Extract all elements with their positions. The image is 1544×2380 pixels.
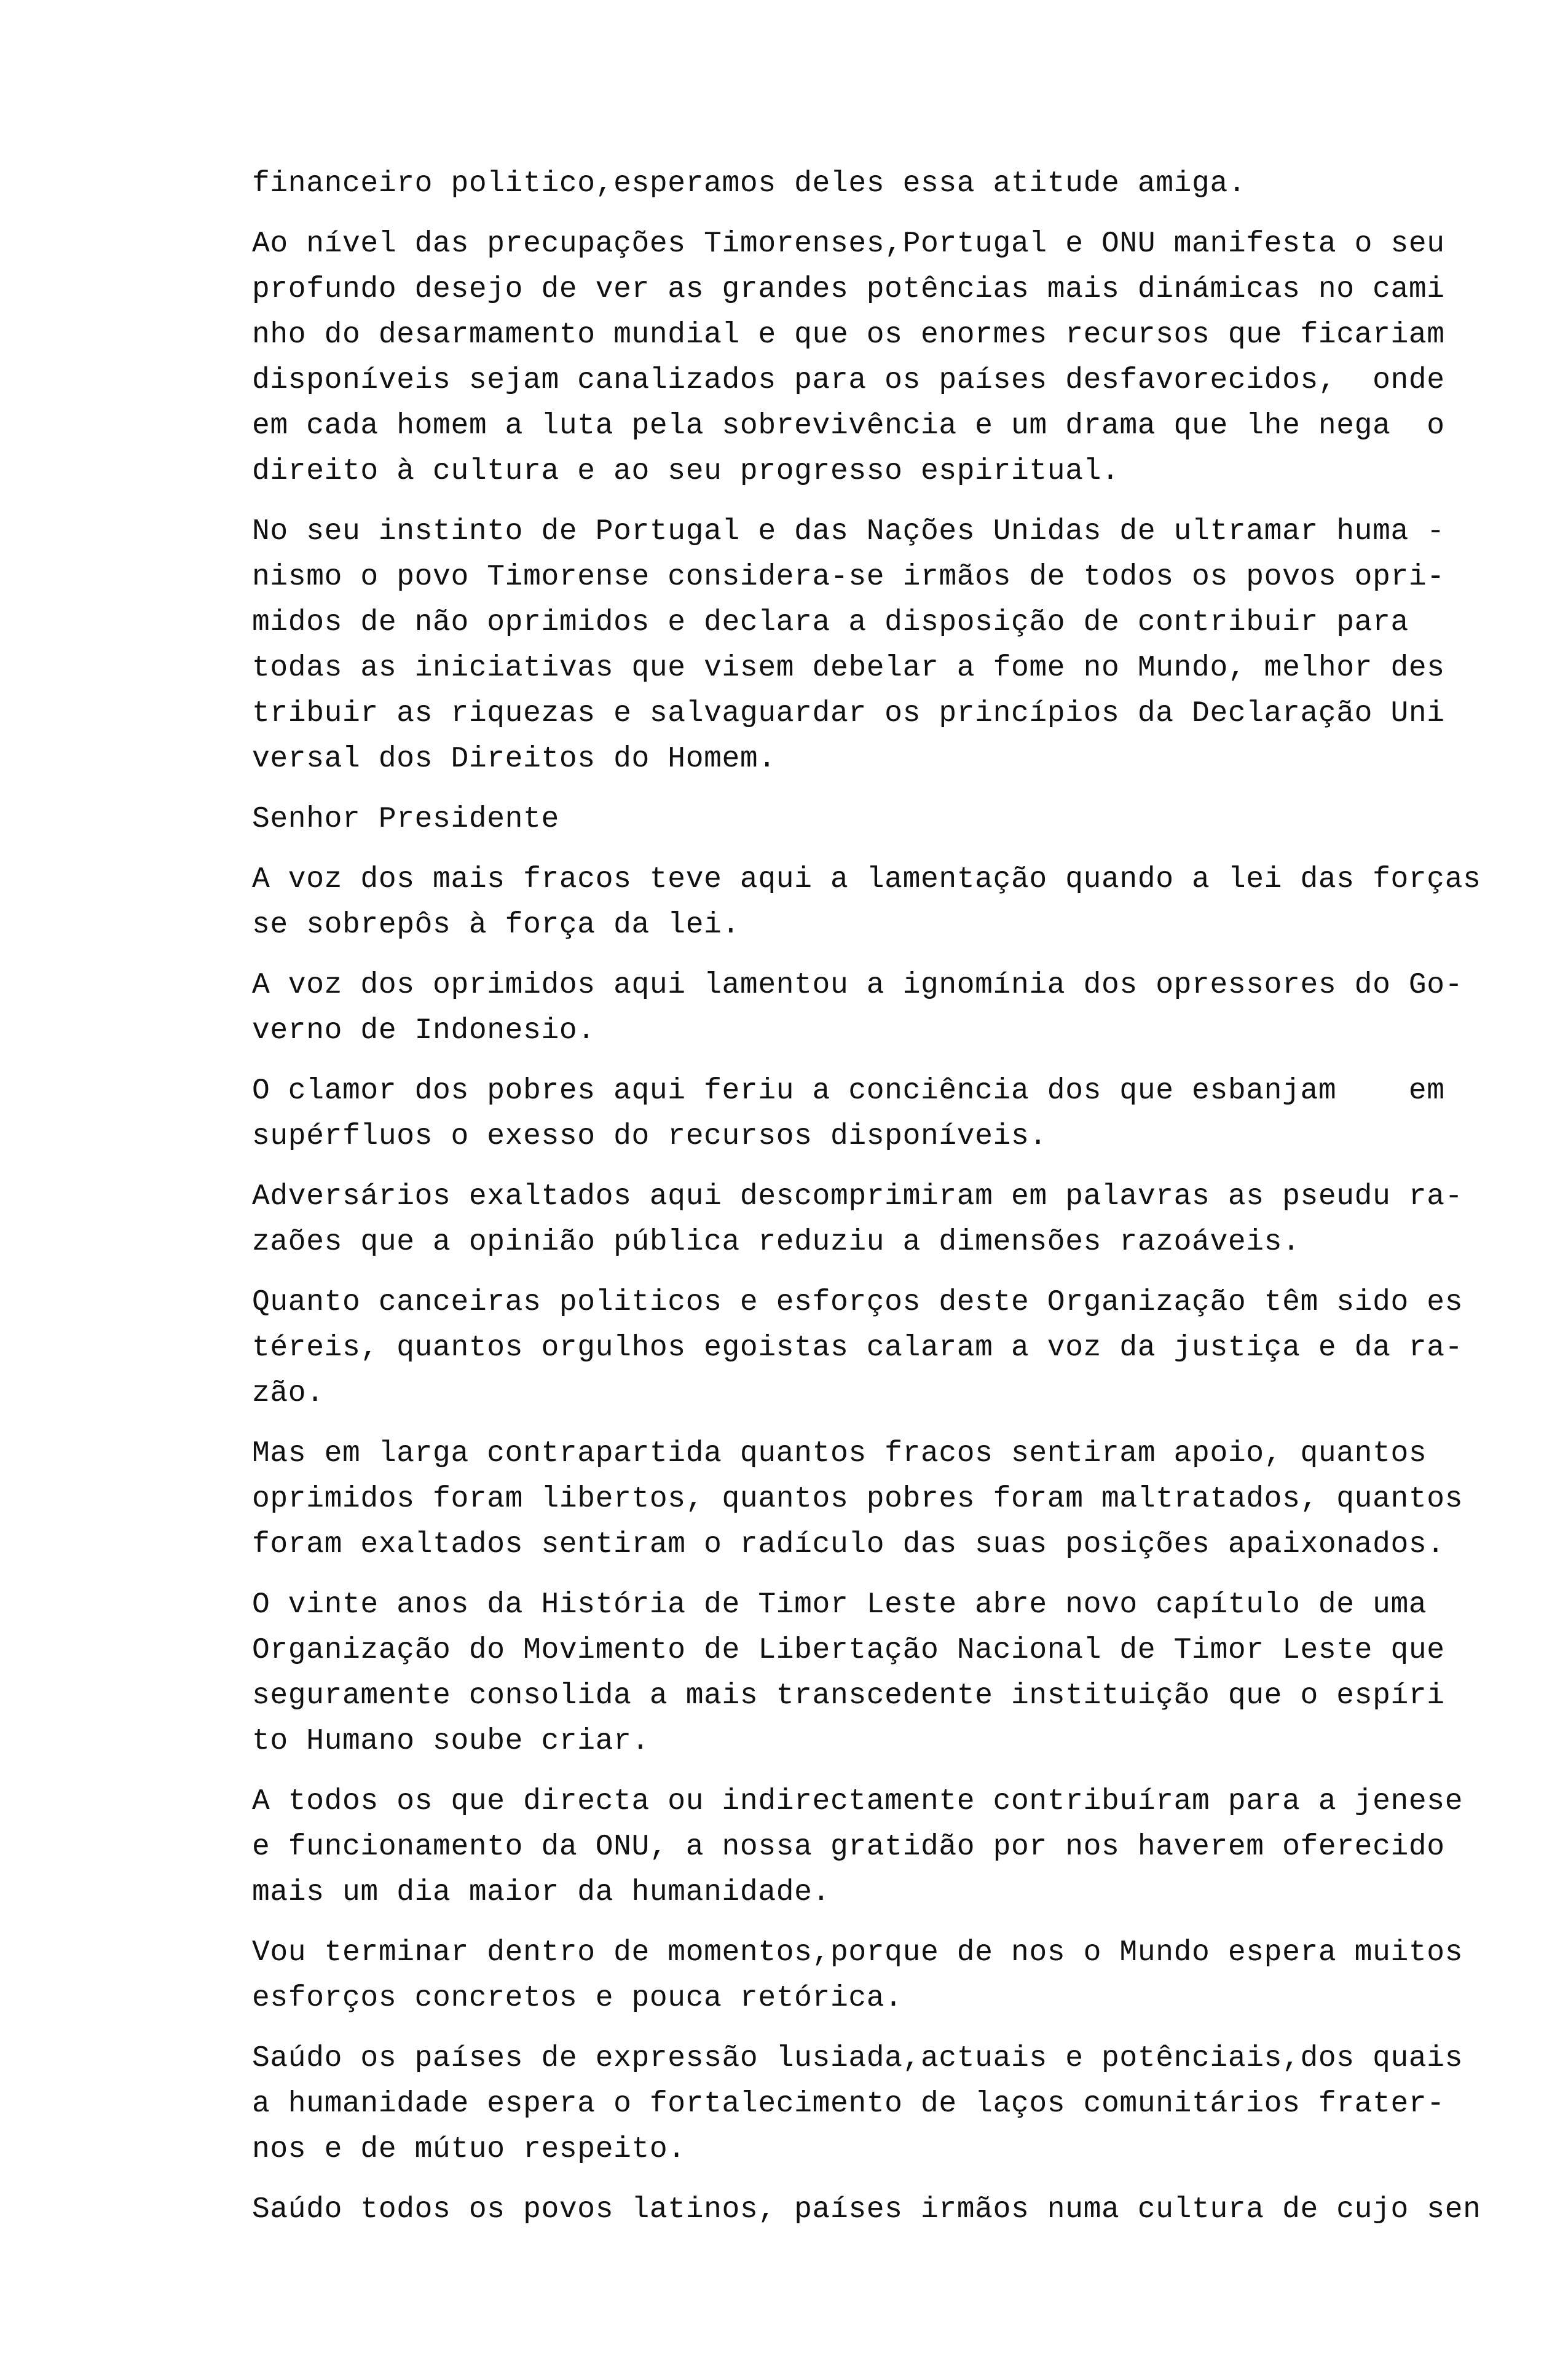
text-line: Ao nível das precupações Timorenses,Portugal e ONU manifesta o seu	[252, 227, 1445, 261]
paragraph	[252, 1280, 1518, 1416]
text-line: todas as iniciativas que visem debelar a fome no Mundo, melhor des	[252, 652, 1445, 685]
paragraph	[252, 1582, 1518, 1764]
text-line: e funcionamento da ONU, a nossa gratidão por nos haverem oferecido	[252, 1830, 1445, 1864]
text-line: tribuir as riquezas e salvaguardar os princípios da Declaração Uni	[252, 697, 1445, 730]
paragraph	[252, 797, 1518, 842]
paragraph	[252, 509, 1518, 782]
text-line: se sobrepôs à força da lei.	[252, 908, 740, 942]
paragraph	[252, 2036, 1518, 2172]
paragraph	[252, 2187, 1518, 2232]
text-line: financeiro politico,esperamos deles essa atitude amiga.	[252, 167, 1247, 200]
text-line: profundo desejo de ver as grandes potências mais dinámicas no cami	[252, 273, 1445, 306]
text-line: Mas em larga contrapartida quantos fracos sentiram apoio, quantos	[252, 1437, 1427, 1470]
text-line: em cada homem a luta pela sobrevivência e um drama que lhe nega o	[252, 409, 1445, 443]
text-line: nho do desarmamento mundial e que os enormes recursos que ficariam	[252, 318, 1445, 352]
text-line: O vinte anos da História de Timor Leste abre novo capítulo de uma	[252, 1588, 1427, 1621]
paragraph	[252, 1779, 1518, 1915]
text-line: A voz dos oprimidos aqui lamentou a ignomínia dos opressores do Go-	[252, 969, 1463, 1002]
text-line: Organização do Movimento de Libertação Nacional de Timor Leste que	[252, 1634, 1445, 1667]
text-line: zaões que a opinião pública reduziu a dimensões razoáveis.	[252, 1226, 1301, 1259]
text-line: A todos os que directa ou indirectamente contribuíram para a jenese	[252, 1785, 1463, 1818]
paragraph	[252, 1930, 1518, 2021]
text-line: nismo o povo Timorense considera-se irmãos de todos os povos opri-	[252, 561, 1445, 594]
text-line: Vou terminar dentro de momentos,porque de nos o Mundo espera muitos	[252, 1936, 1463, 1969]
text-line: Saúdo os países de expressão lusiada,actuais e potênciais,dos quais	[252, 2042, 1463, 2075]
document-page	[252, 161, 1518, 2247]
text-line: esforços concretos e pouca retórica.	[252, 1982, 903, 2015]
paragraph	[252, 1431, 1518, 1567]
text-line: mais um dia maior da humanidade.	[252, 1876, 830, 1909]
text-line: verno de Indonesio.	[252, 1014, 596, 1047]
text-line: Quanto canceiras politicos e esforços deste Organização têm sido es	[252, 1286, 1463, 1319]
text-line: No seu instinto de Portugal e das Nações Unidas de ultramar huma -	[252, 515, 1445, 548]
text-line: O clamor dos pobres aqui feriu a conciência dos que esbanjam em	[252, 1074, 1445, 1108]
text-line: seguramente consolida a mais transcedente instituição que o espíri	[252, 1679, 1445, 1712]
text-line: nos e de mútuo respeito.	[252, 2133, 686, 2166]
paragraph	[252, 1068, 1518, 1159]
text-line: versal dos Direitos do Homem.	[252, 743, 776, 776]
text-line: zão.	[252, 1377, 325, 1410]
text-line: to Humano soube criar.	[252, 1725, 650, 1758]
paragraph	[252, 221, 1518, 494]
text-line: supérfluos o exesso do recursos disponíveis.	[252, 1120, 1047, 1153]
text-line: midos de não oprimidos e declara a disposição de contribuir para	[252, 606, 1409, 639]
text-line: Saúdo todos os povos latinos, países irmãos numa cultura de cujo sen	[252, 2193, 1481, 2226]
text-line: A voz dos mais fracos teve aqui a lamentação quando a lei das forças	[252, 863, 1481, 896]
paragraph	[252, 963, 1518, 1054]
paragraph	[252, 161, 1518, 207]
text-line: disponíveis sejam canalizados para os países desfavorecidos, onde	[252, 364, 1445, 397]
text-line: Adversários exaltados aqui descomprimiram em palavras as pseudu ra-	[252, 1180, 1463, 1213]
text-line: foram exaltados sentiram o radículo das suas posições apaixonados.	[252, 1528, 1445, 1561]
text-line: oprimidos foram libertos, quantos pobres foram maltratados, quantos	[252, 1483, 1463, 1516]
text-line: téreis, quantos orgulhos egoistas calaram a voz da justiça e da ra-	[252, 1331, 1463, 1365]
text-line: Senhor Presidente	[252, 803, 559, 836]
paragraph	[252, 1174, 1518, 1265]
paragraph	[252, 857, 1518, 948]
text-line: direito à cultura e ao seu progresso espiritual.	[252, 455, 1120, 488]
text-line: a humanidade espera o fortalecimento de laços comunitários frater-	[252, 2087, 1445, 2121]
